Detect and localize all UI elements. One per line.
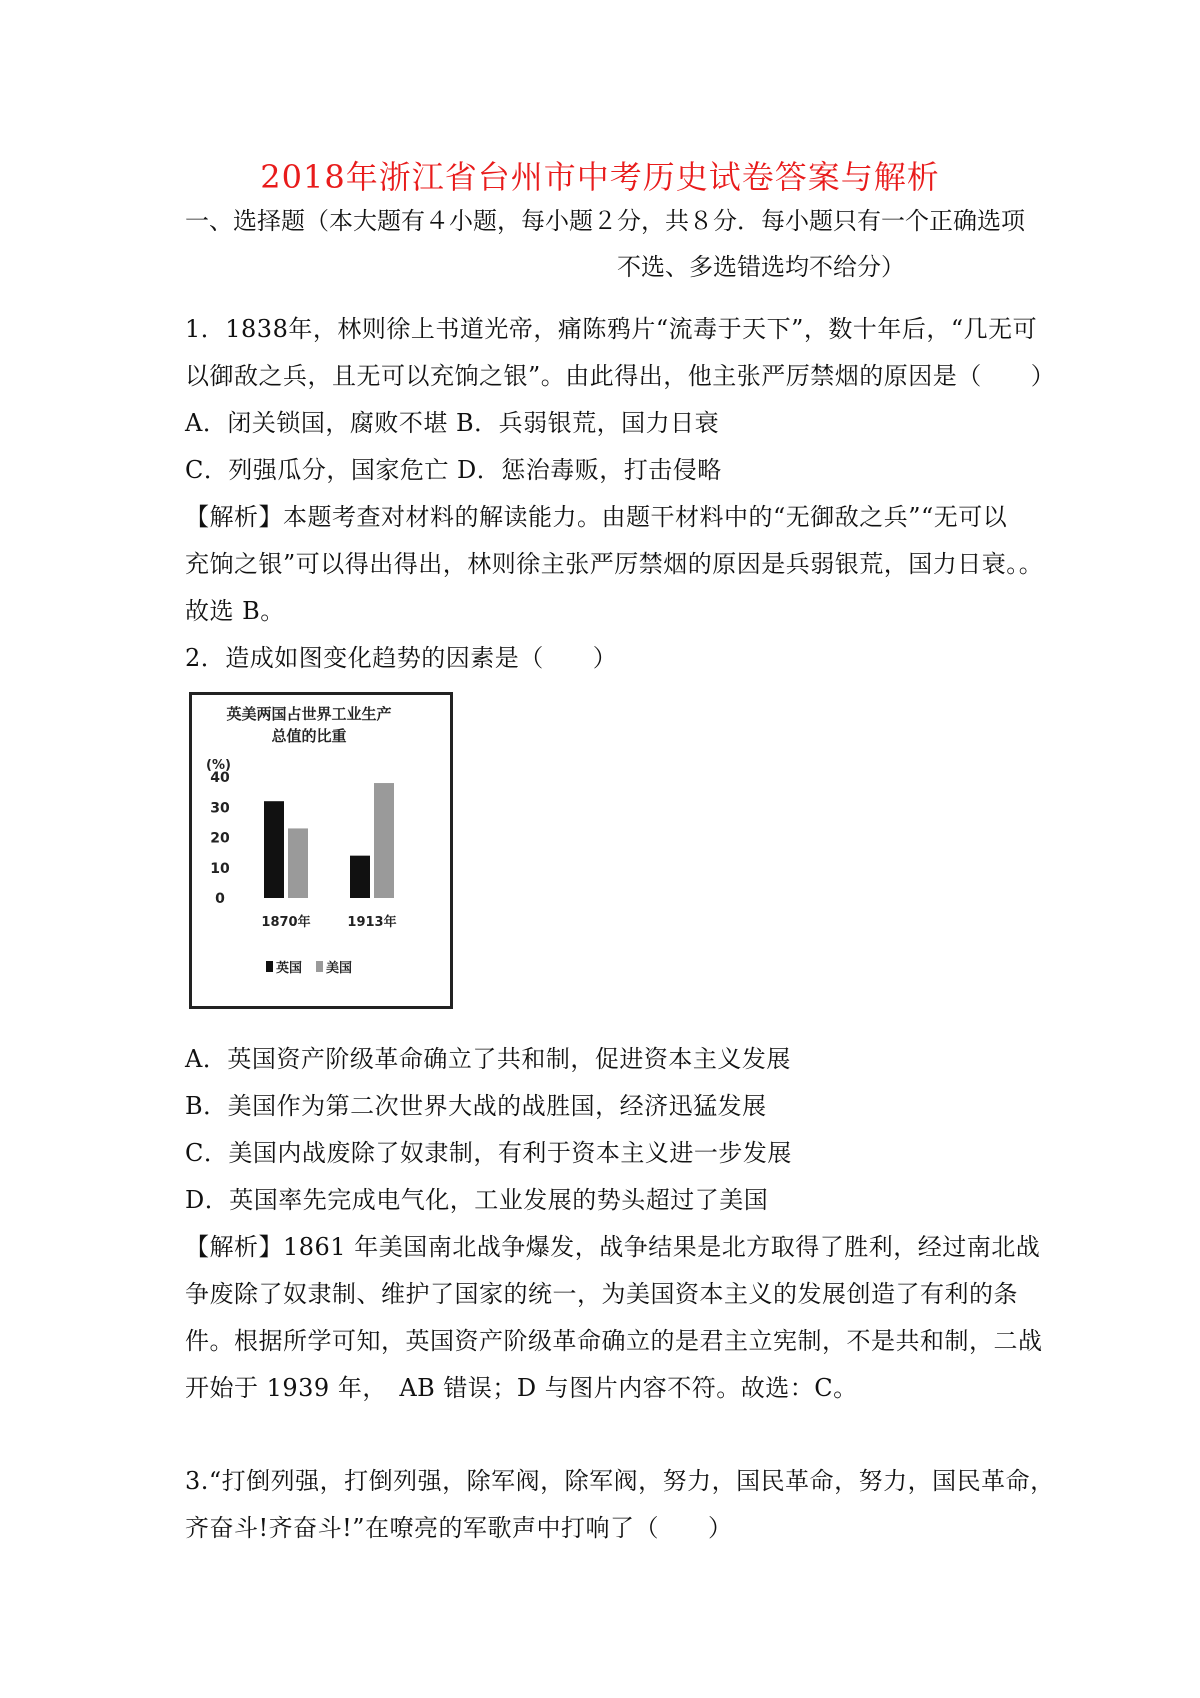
y-tick-label: 30 bbox=[210, 800, 230, 817]
chart-title-line: 总值的比重 bbox=[271, 727, 347, 745]
q3-stem-line-1: 3.“打倒列强，打倒列强，除军阀，除军阀，努力，国民革命，努力，国民革命， bbox=[185, 1467, 1055, 1495]
chart-title-line: 英美两国占世界工业生产 bbox=[226, 705, 392, 723]
bar-uk-1 bbox=[350, 856, 370, 898]
q2-stem: 2．造成如图变化趋势的因素是（ ） bbox=[185, 644, 618, 672]
q2-option-b: B．美国作为第二次世界大战的战胜国，经济迅猛发展 bbox=[185, 1092, 767, 1120]
q1-analysis-line-2: 充饷之银”可以得出得出，林则徐主张严厉禁烟的原因是兵弱银荒，国力日衰。。 bbox=[185, 550, 1044, 578]
q2-analysis-line-2: 争废除了奴隶制、维护了国家的统一，为美国资本主义的发展创造了有利的条 bbox=[185, 1280, 1018, 1308]
legend-swatch-1 bbox=[316, 961, 323, 972]
y-tick-label: 10 bbox=[210, 860, 230, 877]
y-tick-label: 0 bbox=[215, 891, 225, 907]
x-tick-label: 1913年 bbox=[347, 915, 397, 930]
question-2-options bbox=[185, 1036, 1043, 1412]
q1-option-cd: C．列强瓜分，国家危亡 D．惩治毒贩，打击侵略 bbox=[185, 456, 722, 484]
legend-label-1: 美国 bbox=[326, 961, 353, 976]
q2-analysis-line-4: 开始于 1939 年， AB 错误；D 与图片内容不符。故选：C。 bbox=[185, 1374, 858, 1402]
y-tick-label: 20 bbox=[210, 830, 230, 847]
section-heading bbox=[185, 198, 1025, 290]
q2-option-d: D．英国率先完成电气化，工业发展的势头超过了美国 bbox=[185, 1186, 769, 1214]
bar-chart bbox=[192, 695, 450, 1006]
section-heading-line-2: 不选、多选错选均不给分） bbox=[617, 253, 905, 281]
question-3 bbox=[185, 1458, 1055, 1552]
page-title: 2018年浙江省台州市中考历史试卷答案与解析 bbox=[260, 158, 940, 196]
y-tick-label: 40 bbox=[210, 770, 230, 786]
section-heading-line-1: 一、选择题（本大题有４小题，每小题２分，共８分．每小题只有一个正确选项 bbox=[185, 207, 1025, 235]
industrial-share-chart bbox=[189, 692, 453, 1009]
q2-analysis-line-3: 件。根据所学可知，英国资产阶级革命确立的是君主立宪制，不是共和制，二战 bbox=[185, 1327, 1043, 1355]
bar-us-1 bbox=[374, 783, 394, 898]
bar-uk-0 bbox=[264, 801, 284, 898]
q1-stem-line-1: 1．1838年，林则徐上书道光帝，痛陈鸦片“流毒于天下”，数十年后，“几无可 bbox=[185, 315, 1038, 343]
legend-label-0: 英国 bbox=[276, 961, 303, 976]
q1-stem-line-2: 以御敌之兵，且无可以充饷之银”。由此得出，他主张严厉禁烟的原因是（ ） bbox=[185, 362, 1056, 390]
x-tick-label: 1870年 bbox=[261, 915, 311, 930]
y-axis-label: (%) bbox=[206, 758, 231, 773]
bar-us-0 bbox=[288, 828, 308, 898]
q1-option-ab: A．闭关锁国，腐败不堪 B．兵弱银荒，国力日衰 bbox=[185, 409, 720, 437]
q2-analysis-line-1: 【解析】1861 年美国南北战争爆发，战争结果是北方取得了胜利，经过南北战 bbox=[185, 1233, 1041, 1261]
q1-analysis-line-3: 故选 B。 bbox=[185, 597, 285, 625]
question-1 bbox=[185, 306, 1056, 682]
q2-option-c: C．美国内战废除了奴隶制，有利于资本主义进一步发展 bbox=[185, 1139, 792, 1167]
q1-analysis-line-1: 【解析】本题考查对材料的解读能力。由题干材料中的“无御敌之兵”“无可以 bbox=[185, 503, 1008, 531]
legend-swatch-0 bbox=[266, 961, 273, 972]
q3-stem-line-2: 齐奋斗!齐奋斗!”在嘹亮的军歌声中打响了（ ） bbox=[185, 1514, 733, 1542]
q2-option-a: A．英国资产阶级革命确立了共和制，促进资本主义发展 bbox=[185, 1045, 791, 1073]
